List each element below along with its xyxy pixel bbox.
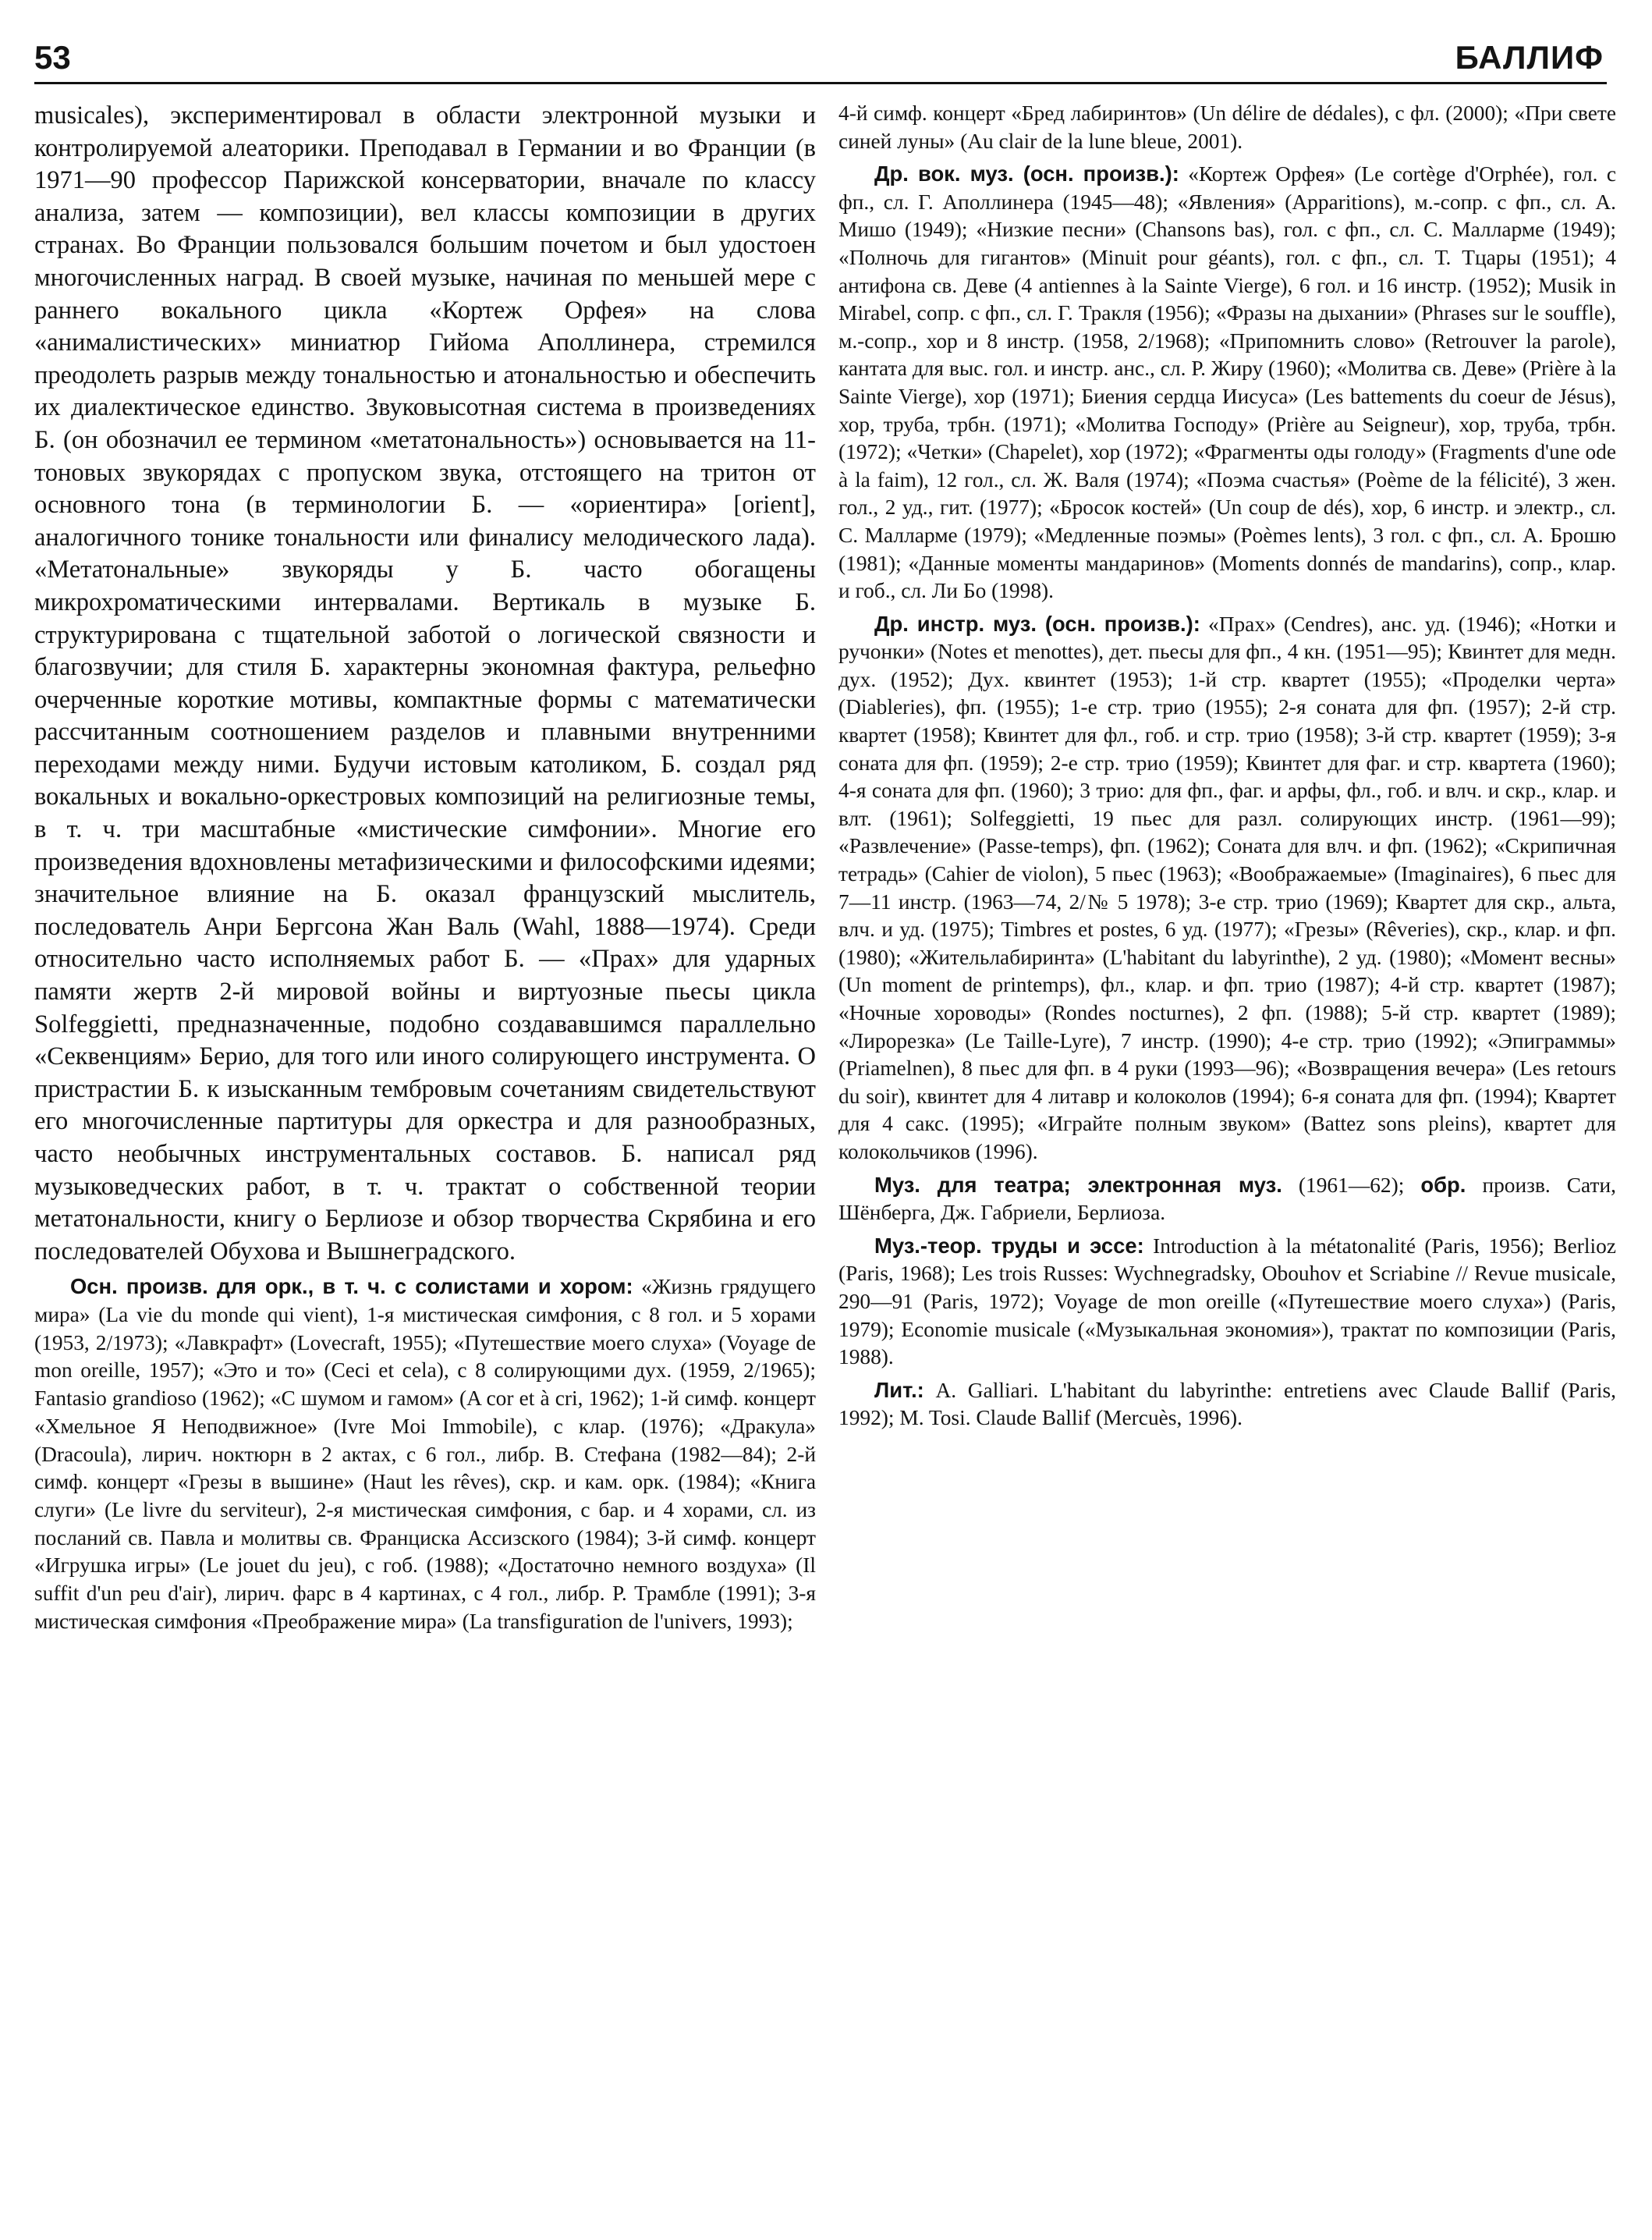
literature-text: A. Galliari. L'habitant du labyrinthe: entretiens avec Claude Ballif (Paris, 1992); M. Tosi. Claude Ballif (Mercuès, 1996). [838,1378,1616,1430]
arrangements-text: произв. Сати, Шёнберга, Дж. Габриели, Берлиоза. [838,1173,1616,1225]
right-column [838,100,1616,1432]
instrumental-works-text: «Прах» (Cendres), анс. уд. (1946); «Нотки и ручонки» (Notes et menottes), дет. пьесы для фп., 4 кн. (1951—95); Квинтет для медн. дух. (1952); Дух. квинтет (1953); 1-й стр. квартет (1955); «Проделки черта» (Diableries), фп. (1955); 1-е стр. трио (1955); 2-я соната для фп. (1957); 2-й стр. квартет (1958); Квинтет для фл., гоб. и стр. трио (1958); 3-й стр. квартет (1959); 3-я соната для фп. (1959); 2-е стр. трио (1959); Квинтет для фаг. и стр. квартета (1960); 4-я соната для фп. (1960); 3 трио: для фп., фаг. и арфы, фл., гоб. и влч. и скр., клар. и влт. (1961); Solfeggietti, 19 пьес для разл. солирующих инстр. (1961—99); «Развлечение» (Passe-temps), фп. (1962); Соната для влч. и фп. (1962); «Скрипичная тетрадь» (Cahier de violon), 5 пьес (1963); «Воображаемые» (Imaginaires), 6 пьес для 7—11 инстр. (1963—74, 2/№ 5 1978); 3-е стр. трио (1969); Квартет для скр., альта, влч. и уд. (1975); Timbres et postes, 6 уд. (1977); «Грезы» (Rêveries), скр., клар. и фп. (1980); «Жительлабиринта» (L'habitant du labyrinthe), 2 уд. (1980); «Момент весны» (Un moment de printemps), фл., клар. и фп. трио (1987); 4-й стр. квартет (1987); «Ночные хороводы» (Rondes nocturnes), 2 фп. (1988); 5-й стр. квартет (1989); «Лирорезка» (Le Taille-Lyre), 7 инстр. (1990); 4-е стр. трио (1992); «Эпиграммы» (Priamelnen), 8 пьес для фп. в 4 руки (1993—96); «Возвращения вечера» (Les retours du soir), квинтет для 4 литавр и колоколов (1994); 6-я соната для фп. (1994); Квартет для 4 сакс. (1995); «Играйте полным звуком» (Battez sons pleins), квартет для колокольчиков (1996). [838,612,1616,1163]
literature-label: Лит.: [874,1377,924,1402]
orchestral-works-text: «Жизнь грядущего мира» (La vie du monde qui vient), 1-я мистическая симфония, с 8 гол. и 5 хорами (1953, 2/1973); «Лавкрафт» (Lovecraft, 1955); «Путешествие моего слуха» (Voyage de mon oreille, 1957); «Это и то» (Ceci et cela), с 8 солирующими дух. (1959, 2/1965); Fantasio grandioso (1962); «С шумом и гамом» (A cor et à cri, 1962); 1-й симф. концерт «Хмельное Я Неподвижное» (Ivre Moi Immobile), с клар. (1976); «Дракула» (Dracoula), лирич. ноктюрн в 2 актах, с 6 гол., либр. В. Стефана (1982—84); 2-й симф. концерт «Грезы в вышине» (Haut les rêves), скр. и кам. орк. (1984); «Книга слуги» (Le livre du serviteur), 2-я мистическая симфония, с бар. и 4 хорами, сл. из посланий св. Павла и молитвы св. Франциска Ассизского (1984); 3-й симф. концерт «Игрушка игры» (Le jouet du jeu), с гоб. (1988); «Достаточно немного воздуха» (Il suffit d'un peu d'air), лирич. фарс в 4 картинах, с 4 гол., либр. Р. Трамбле (1991); 3-я мистическая симфония «Преображение мира» (La transfiguration de l'univers, 1993); [34,1275,816,1633]
running-title: БАЛЛИФ [1455,39,1604,76]
biography-paragraph: musicales), экспериментировал в области электронной музыки и контролируемой алеаторики. Преподавал в Германии и во Франции (в 1971—90 профессор Парижской консерватории, вначале по классу анализа, затем — композиции), вел классы композиции в других странах. Во Франции пользовался большим почетом и был удостоен многочисленных наград. В своей музыке, начиная по меньшей мере с раннего вокального цикла «Кортеж Орфея» на слова «анималистических» миниатюр Гийома Аполлинера, стремился преодолеть разрыв между тональностью и атональностью и обеспечить их диалектическое единство. Звуковысотная система в произведениях Б. (он обозначил ее термином «метатональность») основывается на 11-тоновых звукорядах с пропуском звука, отстоящего на тритон от основного тона (в терминологии Б. — «ориентира» [orient], аналогичного тонике тональности или финалису мелодического лада). «Метатональные» звукоряды у Б. часто обогащены микрохроматическими интервалами. Вертикаль в музыке Б. структурирована с тщательной заботой о логической связности и благозвучии; для стиля Б. характерны экономная фактура, рельефно очерченные короткие мотивы, компактные формы с математически рассчитанным соотношением разделов и плавными внутренними переходами между ними. Будучи истовым католиком, Б. создал ряд вокальных и вокально-оркестровых композиций на религиозные темы, в т. ч. три масштабные «мистические симфонии». Многие его произведения вдохновлены метафизическими и философскими идеями; значительное влияние на Б. оказал французский мыслитель, последователь Анри Бергсона Жан Валь (Wahl, 1888—1974). Среди относительно часто исполняемых работ Б. — «Прах» для ударных памяти жертв 2-й мировой войны и виртуозные пьесы цикла Solfeggietti, предназначенные, подобно создававшимся параллельно «Секвенциям» Берио, для того или иного солирующего инструмента. О пристрастии Б. к изысканным тембровым сочетаниям свидетельствуют его многочисленные партитуры для оркестра и для разнообразных, часто необычных инструментальных составов. Б. написал ряд музыковедческих работ, в т. ч. трактат о собственной теории метатональности, книгу о Берлиозе и обзор творчества Скрябина и его последователей Обухова и Вышнеградского. [34,101,816,1266]
instrumental-works-paragraph [838,610,1616,1166]
writings-label: Муз.-теор. труды и эссе: [874,1233,1144,1258]
orchestral-works-label: Осн. произв. для орк., в т. ч. с солистами и хором: [70,1274,633,1299]
vocal-works-label: Др. вок. муз. (осн. произв.): [874,162,1179,186]
orchestral-works-paragraph [34,1273,816,1635]
writings-paragraph [838,1232,1616,1372]
instrumental-works-label: Др. инстр. муз. (осн. произв.): [874,611,1200,636]
arrangements-label: обр. [1420,1172,1466,1197]
theatre-electronic-paragraph [838,1171,1616,1227]
literature-paragraph [838,1376,1616,1432]
header-rule [34,82,1607,84]
vocal-works-text: «Кортеж Орфея» (Le cortège d'Orphée), гол. с фп., сл. Г. Аполлинера (1945—48); «Явления» (Apparitions), м.-сопр. с фп., сл. А. Мишо (1949); «Низкие песни» (Chansons bas), гол. с фп., сл. С. Малларме (1949); «Полночь для гигантов» (Minuit pour géants), гол. с фп., сл. Т. Тцары (1951); 4 антифона св. Деве (4 antiennes à la Sainte Vierge), 6 гол. и 16 инстр. (1952); Musik in Mirabel, сопр. с фп., сл. Г. Тракля (1956); «Фразы на дыхании» (Phrases sur le souffle), м.-сопр., хор и 8 инстр. (1958, 2/1968); «Припомнить слово» (Retrouver la parole), кантата для выс. гол. и инстр. анс., сл. Р. Жиру (1960); «Молитва св. Деве» (Prière à la Sainte Vierge), хор (1971); Биения сердца Иисуса» (Les battements du coeur de Jésus), хор, труба, трбн. (1971); «Молитва Господу» (Prière au Seigneur), хор, труба, трбн. (1972); «Четки» (Chapelet), хор (1972); «Фрагменты оды голоду» (Fragments d'une ode à la faim), 12 гол., сл. Ж. Валя (1974); «Поэма счастья» (Poème de la félicité), 3 жен. гол., 2 уд., гит. (1977); «Бросок костей» (Un coup de dés), хор, 6 инстр. и электр., сл. С. Малларме (1979); «Медленные поэмы» (Poèmes lents), 3 гол. с фп., сл. А. Брошю (1981); «Данные моменты мандаринов» (Moments donnés de mandarins), сопр., клар. и гоб., сл. Ли Бо (1998). [838,162,1616,603]
writings-text: Introduction à la métatonalité (Paris, 1956); Berlioz (Paris, 1968); Les trois Russes: Wychnegradsky, Obouhov et Scriabine // Revue musicale, 290—91 (Paris, 1972); Voyage de mon oreille («Путешествие моего слуха») (Paris, 1979); Economie musicale («Музыкальная экономия»), трактат по композиции (Paris, 1988). [838,1234,1616,1369]
theatre-electronic-text: (1961—62); [1298,1173,1405,1197]
theatre-electronic-label: Муз. для театра; электронная муз. [874,1172,1282,1197]
page-number: 53 [34,39,71,76]
left-column [34,100,816,1636]
vocal-works-paragraph [838,160,1616,605]
orchestral-works-continued: 4-й симф. концерт «Бред лабиринтов» (Un délire de dédales), с фл. (2000); «При свете синей луны» (Au clair de la lune bleue, 2001). [838,101,1616,153]
